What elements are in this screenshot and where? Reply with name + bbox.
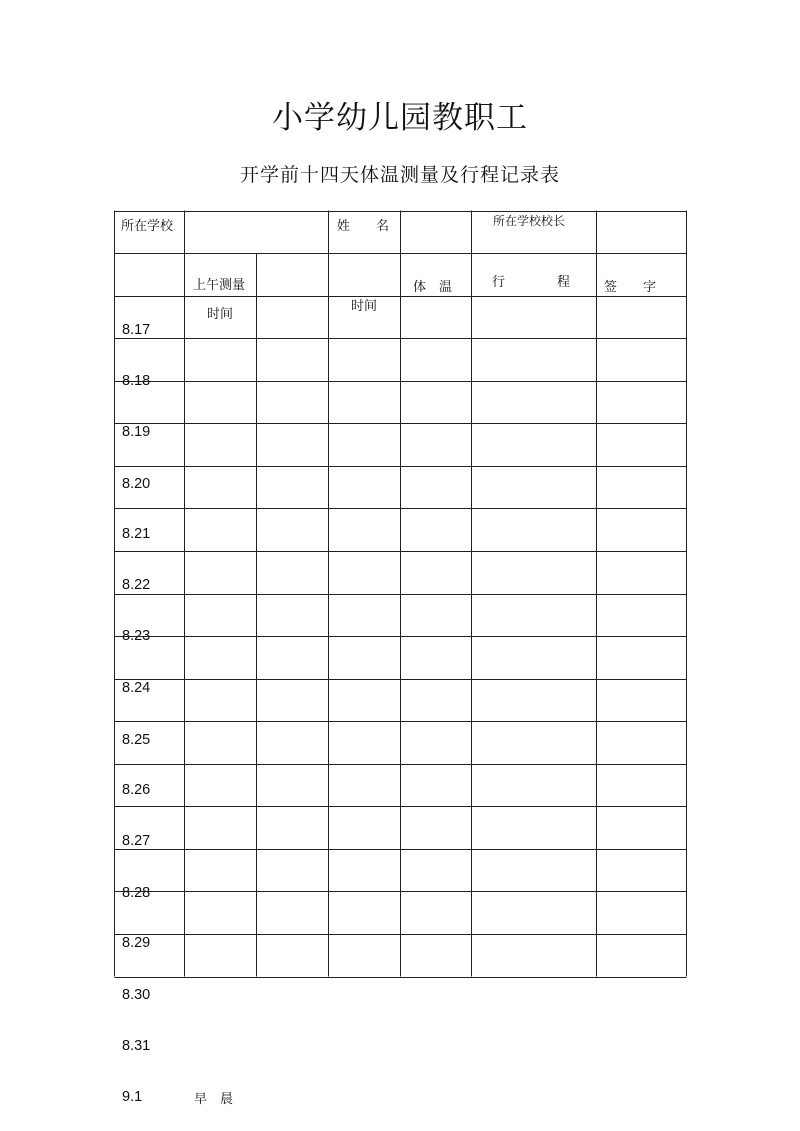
date-label: 8.30 [122,987,151,1003]
date-label: 8.26 [122,782,151,798]
date-label: 8.18 [122,373,151,389]
time-label-clip [186,297,256,322]
date-label: 8.17 [122,322,151,338]
date-label: 8.29 [122,935,151,951]
name-label: 姓 名 [337,219,390,234]
school-label: 所在学校 [121,219,174,234]
date-label: 8.31 [122,1038,151,1054]
date-label: 8.27 [122,833,151,849]
date-label: 8.22 [122,577,151,593]
morning-measure-label: 上午测量 [193,278,246,293]
itinerary-label: 行 程 [492,275,571,290]
date-label: 9.1 [122,1089,143,1105]
principal-label: 所在学校校长 [493,214,566,228]
date-label: 8.23 [122,628,151,644]
date-label: 8.21 [122,526,151,542]
date-label: 8.24 [122,680,151,696]
date-label: 8.19 [122,424,151,440]
table-vertical-lines [115,211,687,977]
document-subtitle: 开学前十四天体温测量及行程记录表 [239,164,560,186]
time-label-morning: 时间 [207,307,234,322]
document-title: 小学幼儿园教职工 [272,100,528,136]
date-label: 8.25 [122,732,151,748]
time-label: 时间 [351,299,378,314]
morning-label: 早 晨 [194,1092,234,1107]
temperature-label: 体 温 [413,280,453,295]
date-label: 8.20 [122,476,151,492]
signature-label: 签 字 [604,280,657,295]
date-label: 8.28 [122,885,151,901]
